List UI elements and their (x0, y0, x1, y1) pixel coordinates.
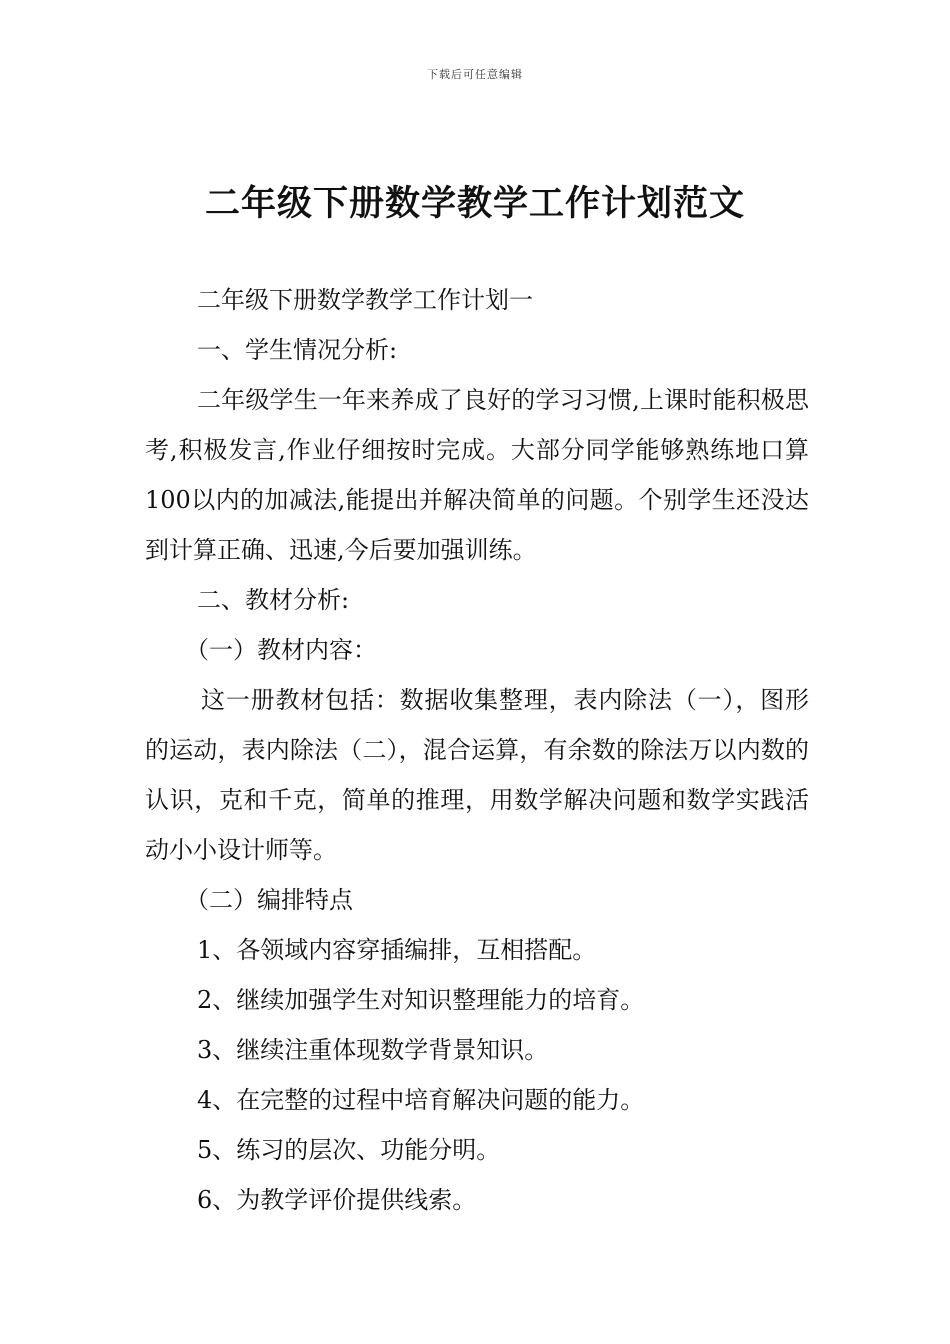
subsection-heading-features: （二）编排特点 (185, 886, 353, 914)
feature-item: 5、练习的层次、功能分明。 (197, 1136, 501, 1164)
feature-item: 2、继续加强学生对知识整理能力的培育。 (197, 986, 645, 1014)
plan-subtitle: 二年级下册数学教学工作计划一 (197, 286, 533, 314)
subsection-heading-content: （一）教材内容： (185, 636, 377, 664)
feature-item: 3、继续注重体现数学背景知识。 (197, 1036, 549, 1064)
feature-item: 4、在完整的过程中培育解决问题的能力。 (197, 1086, 645, 1114)
feature-item: 6、为教学评价提供线索。 (197, 1186, 477, 1214)
paragraph-textbook-content: 这一册教材包括：数据收集整理，表内除法（一），图形的运动，表内除法（二），混合运算，有余数的除法万以内数的认识，克和千克，简单的推理，用数学解决问题和数学实践活动小小设计师等。 (145, 686, 809, 864)
document-title: 二年级下册数学教学工作计划范文 (204, 184, 745, 224)
section-heading-student-analysis: 一、学生情况分析: (197, 336, 398, 364)
paragraph-student-analysis: 二年级学生一年来养成了良好的学习习惯,上课时能积极思考,积极发言,作业仔细按时完成。大部分同学能够熟练地口算100以内的加减法,能提出并解决简单的问题。个别学生还没达到计算正确、迅速,今后要加强训练。 (145, 386, 809, 564)
page-header-note: 下载后可任意编辑 (427, 68, 523, 81)
section-heading-textbook-analysis: 二、教材分析: (197, 586, 350, 614)
document-body (145, 275, 809, 1225)
feature-item: 1、各领域内容穿插编排，互相搭配。 (197, 936, 597, 964)
